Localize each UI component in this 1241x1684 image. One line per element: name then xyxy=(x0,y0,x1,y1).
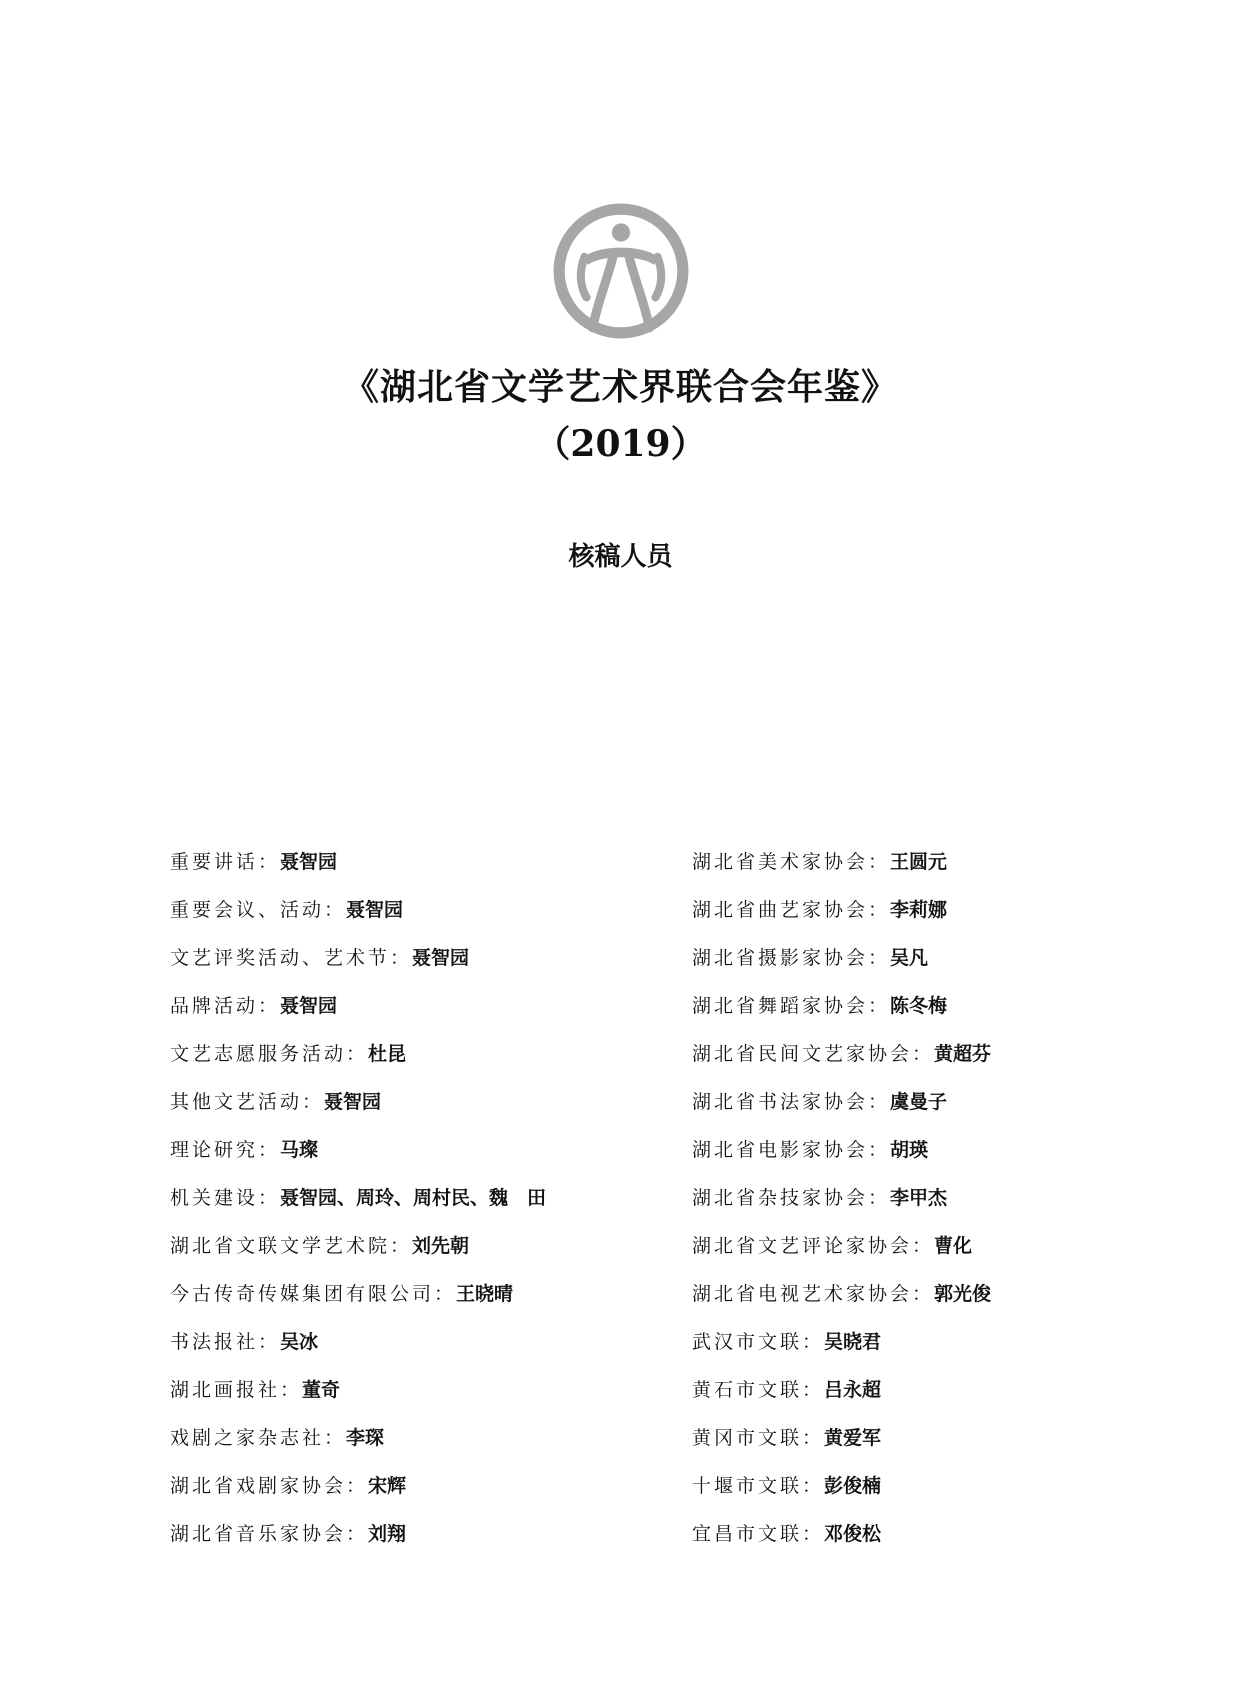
reviewer-name: 胡瑛 xyxy=(890,1139,929,1161)
reviewer-name: 曹化 xyxy=(934,1235,973,1257)
yearbook-year: （2019） xyxy=(534,423,707,465)
reviewer-name: 聂智园 xyxy=(412,947,470,969)
org-label: 湖北省文联文学艺术院： xyxy=(170,1235,413,1257)
org-label: 文艺评奖活动、艺术节： xyxy=(170,947,413,969)
list-item xyxy=(170,886,670,934)
reviewer-name: 陈冬梅 xyxy=(890,995,948,1017)
list-item xyxy=(170,1366,670,1414)
org-label: 湖北省电影家协会： xyxy=(692,1139,891,1161)
list-item xyxy=(692,1462,1192,1510)
list-item xyxy=(692,1510,1192,1558)
org-label: 湖北省电视艺术家协会： xyxy=(692,1283,935,1305)
reviewer-name: 聂智园、周玲、周村民、魏 田 xyxy=(280,1187,547,1209)
list-item xyxy=(692,1366,1192,1414)
org-label: 湖北省美术家协会： xyxy=(692,851,891,873)
org-label: 湖北省杂技家协会： xyxy=(692,1187,891,1209)
list-item xyxy=(692,1222,1192,1270)
reviewer-name: 邓俊松 xyxy=(824,1523,882,1545)
list-item xyxy=(170,1174,670,1222)
org-label: 湖北省曲艺家协会： xyxy=(692,899,891,921)
list-item xyxy=(692,1270,1192,1318)
list-item xyxy=(692,1126,1192,1174)
reviewer-name: 刘先朝 xyxy=(412,1235,470,1257)
list-item xyxy=(692,982,1192,1030)
reviewer-name: 杜昆 xyxy=(368,1043,407,1065)
list-item xyxy=(170,1318,670,1366)
reviewer-name: 聂智园 xyxy=(346,899,404,921)
list-item xyxy=(692,1414,1192,1462)
list-item xyxy=(692,1030,1192,1078)
reviewer-name: 聂智园 xyxy=(324,1091,382,1113)
reviewer-name: 吕永超 xyxy=(824,1379,882,1401)
reviewer-name: 吴凡 xyxy=(890,947,929,969)
reviewer-name: 王圆元 xyxy=(890,851,948,873)
org-label: 其他文艺活动： xyxy=(170,1091,325,1113)
reviewer-name: 黄超芬 xyxy=(934,1043,992,1065)
reviewer-name: 董奇 xyxy=(302,1379,341,1401)
list-item xyxy=(692,934,1192,982)
org-label: 机关建设： xyxy=(170,1187,281,1209)
org-label: 黄冈市文联： xyxy=(692,1427,825,1449)
list-item xyxy=(692,1174,1192,1222)
reviewer-name: 聂智园 xyxy=(280,851,338,873)
org-label: 湖北省舞蹈家协会： xyxy=(692,995,891,1017)
list-item xyxy=(170,1078,670,1126)
org-label: 武汉市文联： xyxy=(692,1331,825,1353)
list-item xyxy=(170,1126,670,1174)
org-label: 湖北省戏剧家协会： xyxy=(170,1475,369,1497)
reviewer-list-right xyxy=(692,838,1192,1558)
org-label: 重要讲话： xyxy=(170,851,281,873)
reviewer-name: 李莉娜 xyxy=(890,899,948,921)
reviewer-name: 宋辉 xyxy=(368,1475,407,1497)
list-item xyxy=(170,1510,670,1558)
org-label: 理论研究： xyxy=(170,1139,281,1161)
reviewer-name: 聂智园 xyxy=(280,995,338,1017)
list-item xyxy=(170,1270,670,1318)
list-item xyxy=(170,934,670,982)
reviewer-name: 黄爱军 xyxy=(824,1427,882,1449)
org-label: 湖北省文艺评论家协会： xyxy=(692,1235,935,1257)
org-label: 湖北省书法家协会： xyxy=(692,1091,891,1113)
list-item xyxy=(170,838,670,886)
list-item xyxy=(692,1078,1192,1126)
reviewer-name: 吴晓君 xyxy=(824,1331,882,1353)
list-item xyxy=(170,1414,670,1462)
list-item xyxy=(170,1222,670,1270)
list-item xyxy=(170,1030,670,1078)
org-label: 宜昌市文联： xyxy=(692,1523,825,1545)
org-label: 十堰市文联： xyxy=(692,1475,825,1497)
org-label: 湖北省民间文艺家协会： xyxy=(692,1043,935,1065)
yearbook-title: 《湖北省文学艺术界联合会年鉴》 xyxy=(342,366,898,408)
list-item xyxy=(170,982,670,1030)
reviewer-name: 李琛 xyxy=(346,1427,385,1449)
reviewer-name: 刘翔 xyxy=(368,1523,407,1545)
list-item xyxy=(692,838,1192,886)
reviewer-list-left xyxy=(170,838,670,1558)
org-label: 湖北省摄影家协会： xyxy=(692,947,891,969)
org-label: 文艺志愿服务活动： xyxy=(170,1043,369,1065)
org-label: 书法报社： xyxy=(170,1331,281,1353)
federation-emblem-logo xyxy=(550,200,692,342)
list-item xyxy=(692,886,1192,934)
org-label: 黄石市文联： xyxy=(692,1379,825,1401)
reviewer-name: 郭光俊 xyxy=(934,1283,992,1305)
reviewer-name: 彭俊楠 xyxy=(824,1475,882,1497)
org-label: 重要会议、活动： xyxy=(170,899,347,921)
list-item xyxy=(170,1462,670,1510)
org-label: 湖北画报社： xyxy=(170,1379,303,1401)
reviewer-name: 虞曼子 xyxy=(890,1091,948,1113)
reviewer-name: 马璨 xyxy=(280,1139,319,1161)
org-label: 湖北省音乐家协会： xyxy=(170,1523,369,1545)
list-item xyxy=(692,1318,1192,1366)
org-label: 品牌活动： xyxy=(170,995,281,1017)
reviewer-name: 王晓晴 xyxy=(456,1283,514,1305)
reviewer-name: 吴冰 xyxy=(280,1331,319,1353)
section-heading: 核稿人员 xyxy=(568,542,673,572)
reviewer-name: 李甲杰 xyxy=(890,1187,948,1209)
org-label: 今古传奇传媒集团有限公司： xyxy=(170,1283,457,1305)
org-label: 戏剧之家杂志社： xyxy=(170,1427,347,1449)
